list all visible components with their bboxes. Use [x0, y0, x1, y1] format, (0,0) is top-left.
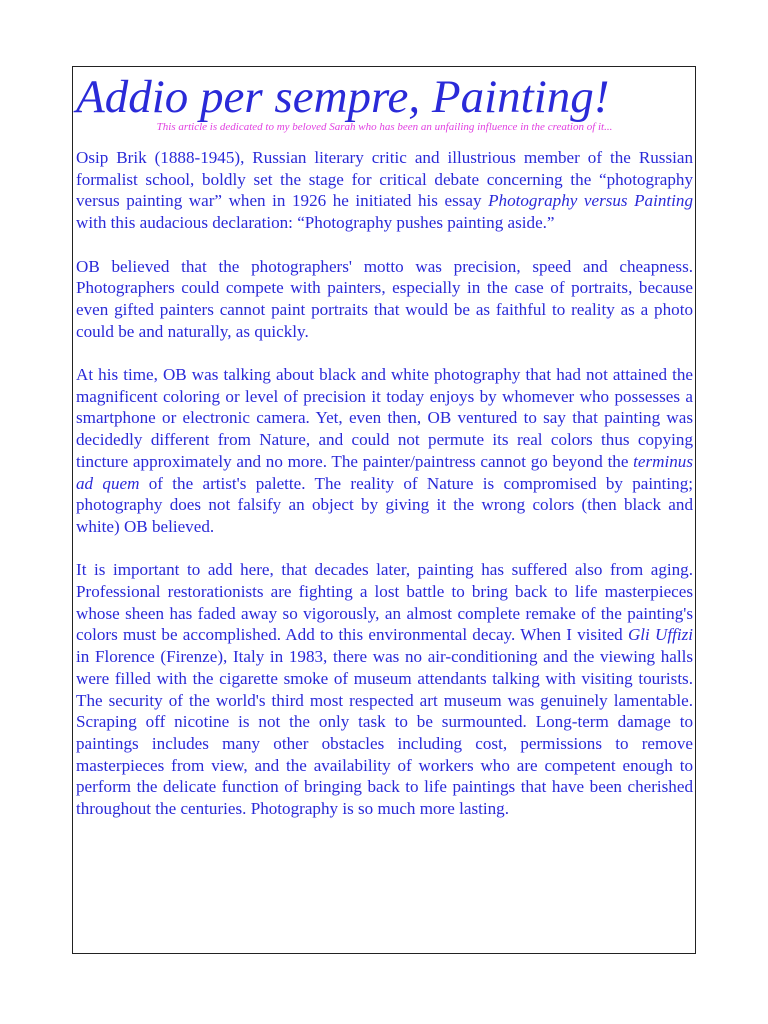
essay-title: Photography versus Painting	[488, 191, 693, 211]
paragraph-1-text-c: with this audacious declaration: “Photography pushes painting aside.”	[76, 213, 555, 233]
paragraph-3-text-a: At his time, OB was talking about black and white photography that had not attained the magnificent coloring or level of precision it today enjoys by whomever who possesses a smartphone or electronic camera. Yet, even then, OB ventured to say that painting was decidedly different from Nature, and could not permute its real colors thus copying tincture approximately and no more. The painter/paintress cannot go beyond the	[76, 365, 693, 471]
article-title: Addio per sempre, Painting!	[76, 71, 610, 123]
paragraph-3	[76, 364, 693, 538]
paragraph-4	[76, 559, 693, 819]
article	[76, 70, 693, 820]
paragraph-2: OB believed that the photographers' motto was precision, speed and cheapness. Photographers could compete with painters, especially in the case of portraits, because even gifted painters cannot paint portraits that would be as faithful to reality as a photo could be and naturally, as quickly.	[76, 256, 693, 341]
paragraph-4-text-c: in Florence (Firenze), Italy in 1983, there was no air-conditioning and the viewing halls were filled with the cigarette smoke of museum attendants talking with visiting tourists. The security of the world's third most respected art museum was genuinely lamentable. Scraping off nicotine is not the only task to be surmounted. Long-term damage to paintings includes many other obstacles including cost, permissions to remove masterpieces from view, and the availability of workers who are competent enough to perform the delicate function of bringing back to life paintings that have been cherished throughout the centuries. Photography is so much more lasting.	[76, 647, 693, 819]
dedication-line: This article is dedicated to my beloved Sarah who has been an unfailing influence in the creation of it...	[156, 121, 613, 133]
paragraph-1	[76, 147, 693, 234]
paragraph-4-text-a: It is important to add here, that decades later, painting has suffered also from aging. Professional restorationists are fighting a lost battle to bring back to life masterpieces whose sheen has faded away so vigorously, an almost complete remake of the painting's colors must be accomplished. Add to this environmental decay. When I visited	[76, 560, 693, 645]
paragraph-1-text-a: Osip Brik (1888-1945), Russian literary critic and illustrious member of the Russian formalist school, boldly set the stage for critical debate concerning the “photography versus painting war” when in 1926 he initiated his essay	[76, 148, 693, 211]
paragraph-3-text-c: of the artist's palette. The reality of Nature is compromised by painting; photography does not falsify an object by giving it the wrong colors (then black and white) OB believed.	[76, 473, 693, 536]
museum-name: Gli Uffizi	[627, 625, 693, 645]
latin-phrase: terminus ad quem	[76, 451, 693, 493]
